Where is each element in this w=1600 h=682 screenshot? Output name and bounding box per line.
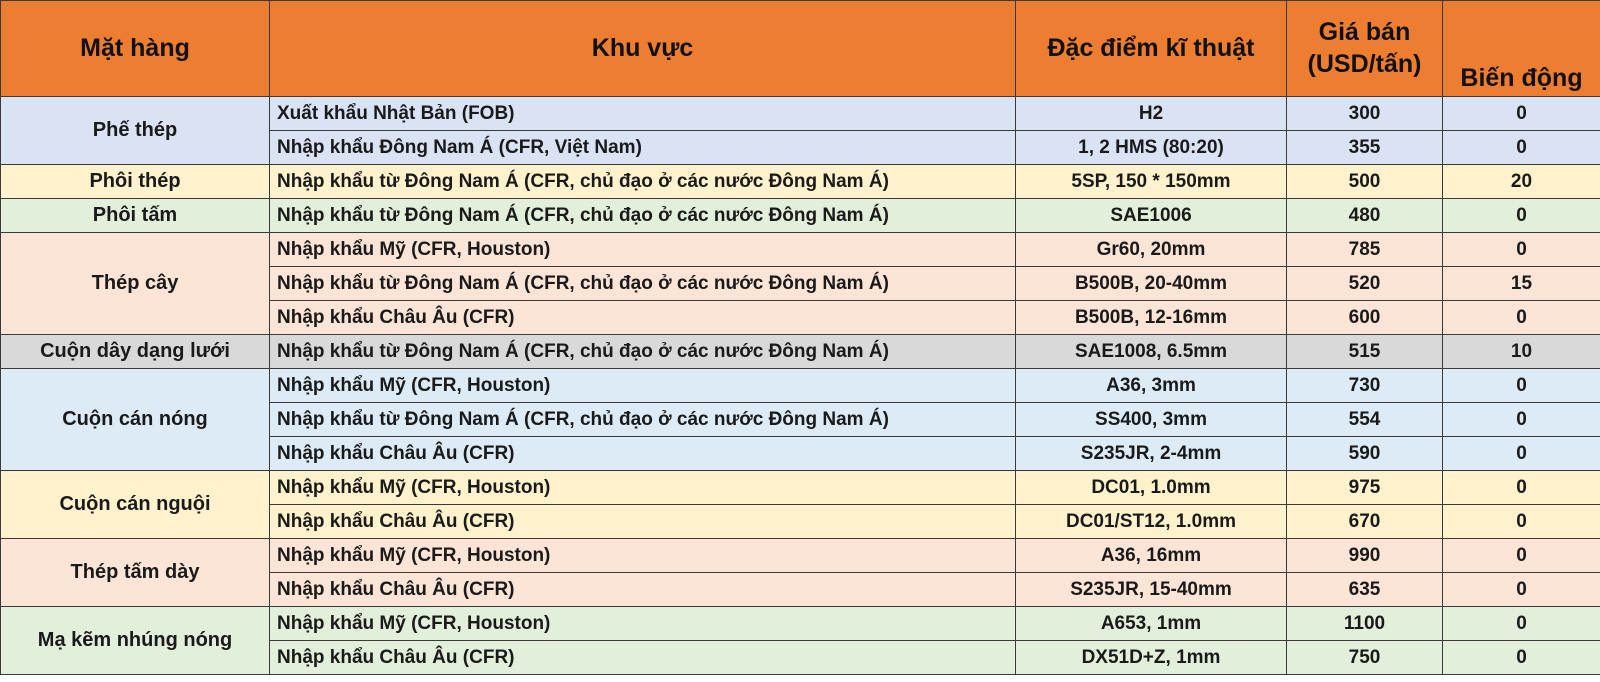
header-price: Giá bán (USD/tấn) bbox=[1287, 1, 1443, 97]
change-cell: 0 bbox=[1443, 607, 1600, 641]
price-cell: 554 bbox=[1287, 403, 1443, 437]
region-cell: Nhập khẩu từ Đông Nam Á (CFR, chủ đạo ở các nước Đông Nam Á) bbox=[270, 199, 1016, 233]
region-cell: Nhập khẩu Châu Âu (CFR) bbox=[270, 437, 1016, 471]
region-cell: Nhập khẩu Mỹ (CFR, Houston) bbox=[270, 539, 1016, 573]
price-cell: 480 bbox=[1287, 199, 1443, 233]
table-row bbox=[1, 369, 1600, 403]
spec-cell: 5SP, 150 * 150mm bbox=[1016, 165, 1287, 199]
price-cell: 750 bbox=[1287, 641, 1443, 675]
price-cell: 590 bbox=[1287, 437, 1443, 471]
product-cell: Mạ kẽm nhúng nóng bbox=[1, 607, 270, 675]
spec-cell: DC01, 1.0mm bbox=[1016, 471, 1287, 505]
spec-cell: Gr60, 20mm bbox=[1016, 233, 1287, 267]
spec-cell: 1, 2 HMS (80:20) bbox=[1016, 131, 1287, 165]
price-cell: 600 bbox=[1287, 301, 1443, 335]
table-row bbox=[1, 335, 1600, 369]
region-cell: Nhập khẩu từ Đông Nam Á (CFR, chủ đạo ở các nước Đông Nam Á) bbox=[270, 403, 1016, 437]
product-cell: Thép cây bbox=[1, 233, 270, 335]
price-cell: 635 bbox=[1287, 573, 1443, 607]
region-cell: Nhập khẩu từ Đông Nam Á (CFR, chủ đạo ở các nước Đông Nam Á) bbox=[270, 335, 1016, 369]
product-cell: Thép tấm dày bbox=[1, 539, 270, 607]
region-cell: Nhập khẩu Châu Âu (CFR) bbox=[270, 641, 1016, 675]
spec-cell: A653, 1mm bbox=[1016, 607, 1287, 641]
change-cell: 0 bbox=[1443, 369, 1600, 403]
region-cell: Nhập khẩu Mỹ (CFR, Houston) bbox=[270, 607, 1016, 641]
change-cell: 10 bbox=[1443, 335, 1600, 369]
product-cell: Cuộn cán nóng bbox=[1, 369, 270, 471]
price-cell: 670 bbox=[1287, 505, 1443, 539]
region-cell: Nhập khẩu Đông Nam Á (CFR, Việt Nam) bbox=[270, 131, 1016, 165]
price-cell: 975 bbox=[1287, 471, 1443, 505]
product-cell: Phôi tấm bbox=[1, 199, 270, 233]
spec-cell: B500B, 20-40mm bbox=[1016, 267, 1287, 301]
region-cell: Nhập khẩu Châu Âu (CFR) bbox=[270, 573, 1016, 607]
product-cell: Phôi thép bbox=[1, 165, 270, 199]
header-region: Khu vực bbox=[270, 1, 1016, 97]
price-cell: 785 bbox=[1287, 233, 1443, 267]
spec-cell: H2 bbox=[1016, 97, 1287, 131]
region-cell: Nhập khẩu từ Đông Nam Á (CFR, chủ đạo ở các nước Đông Nam Á) bbox=[270, 165, 1016, 199]
price-cell: 520 bbox=[1287, 267, 1443, 301]
price-cell: 1100 bbox=[1287, 607, 1443, 641]
product-cell: Phế thép bbox=[1, 97, 270, 165]
region-cell: Nhập khẩu Châu Âu (CFR) bbox=[270, 505, 1016, 539]
header-spec: Đặc điểm kĩ thuật bbox=[1016, 1, 1287, 97]
product-cell: Cuộn dây dạng lưới bbox=[1, 335, 270, 369]
spec-cell: SS400, 3mm bbox=[1016, 403, 1287, 437]
change-cell: 0 bbox=[1443, 505, 1600, 539]
spec-cell: S235JR, 15-40mm bbox=[1016, 573, 1287, 607]
price-cell: 730 bbox=[1287, 369, 1443, 403]
change-cell: 0 bbox=[1443, 471, 1600, 505]
price-cell: 990 bbox=[1287, 539, 1443, 573]
spec-cell: A36, 16mm bbox=[1016, 539, 1287, 573]
spec-cell: S235JR, 2-4mm bbox=[1016, 437, 1287, 471]
change-cell: 0 bbox=[1443, 131, 1600, 165]
region-cell: Xuất khẩu Nhật Bản (FOB) bbox=[270, 97, 1016, 131]
table-body bbox=[1, 97, 1600, 675]
spec-cell: A36, 3mm bbox=[1016, 369, 1287, 403]
table-row bbox=[1, 233, 1600, 267]
change-cell: 0 bbox=[1443, 301, 1600, 335]
product-cell: Cuộn cán nguội bbox=[1, 471, 270, 539]
region-cell: Nhập khẩu Mỹ (CFR, Houston) bbox=[270, 369, 1016, 403]
spec-cell: SAE1008, 6.5mm bbox=[1016, 335, 1287, 369]
region-cell: Nhập khẩu từ Đông Nam Á (CFR, chủ đạo ở các nước Đông Nam Á) bbox=[270, 267, 1016, 301]
change-cell: 0 bbox=[1443, 97, 1600, 131]
change-cell: 0 bbox=[1443, 199, 1600, 233]
header-row bbox=[1, 1, 1600, 97]
region-cell: Nhập khẩu Châu Âu (CFR) bbox=[270, 301, 1016, 335]
table-row bbox=[1, 539, 1600, 573]
change-cell: 0 bbox=[1443, 539, 1600, 573]
table-row bbox=[1, 471, 1600, 505]
change-cell: 20 bbox=[1443, 165, 1600, 199]
region-cell: Nhập khẩu Mỹ (CFR, Houston) bbox=[270, 471, 1016, 505]
change-cell: 0 bbox=[1443, 573, 1600, 607]
price-cell: 355 bbox=[1287, 131, 1443, 165]
table-row bbox=[1, 199, 1600, 233]
price-cell: 515 bbox=[1287, 335, 1443, 369]
spec-cell: DC01/ST12, 1.0mm bbox=[1016, 505, 1287, 539]
header-product: Mặt hàng bbox=[1, 1, 270, 97]
spec-cell: B500B, 12-16mm bbox=[1016, 301, 1287, 335]
change-cell: 15 bbox=[1443, 267, 1600, 301]
change-cell: 0 bbox=[1443, 641, 1600, 675]
header-change: Biến động bbox=[1443, 1, 1600, 97]
table-header bbox=[1, 1, 1600, 97]
table-row bbox=[1, 607, 1600, 641]
price-cell: 300 bbox=[1287, 97, 1443, 131]
spec-cell: SAE1006 bbox=[1016, 199, 1287, 233]
table-row bbox=[1, 97, 1600, 131]
region-cell: Nhập khẩu Mỹ (CFR, Houston) bbox=[270, 233, 1016, 267]
change-cell: 0 bbox=[1443, 437, 1600, 471]
price-cell: 500 bbox=[1287, 165, 1443, 199]
table-row bbox=[1, 165, 1600, 199]
spec-cell: DX51D+Z, 1mm bbox=[1016, 641, 1287, 675]
change-cell: 0 bbox=[1443, 233, 1600, 267]
change-cell: 0 bbox=[1443, 403, 1600, 437]
